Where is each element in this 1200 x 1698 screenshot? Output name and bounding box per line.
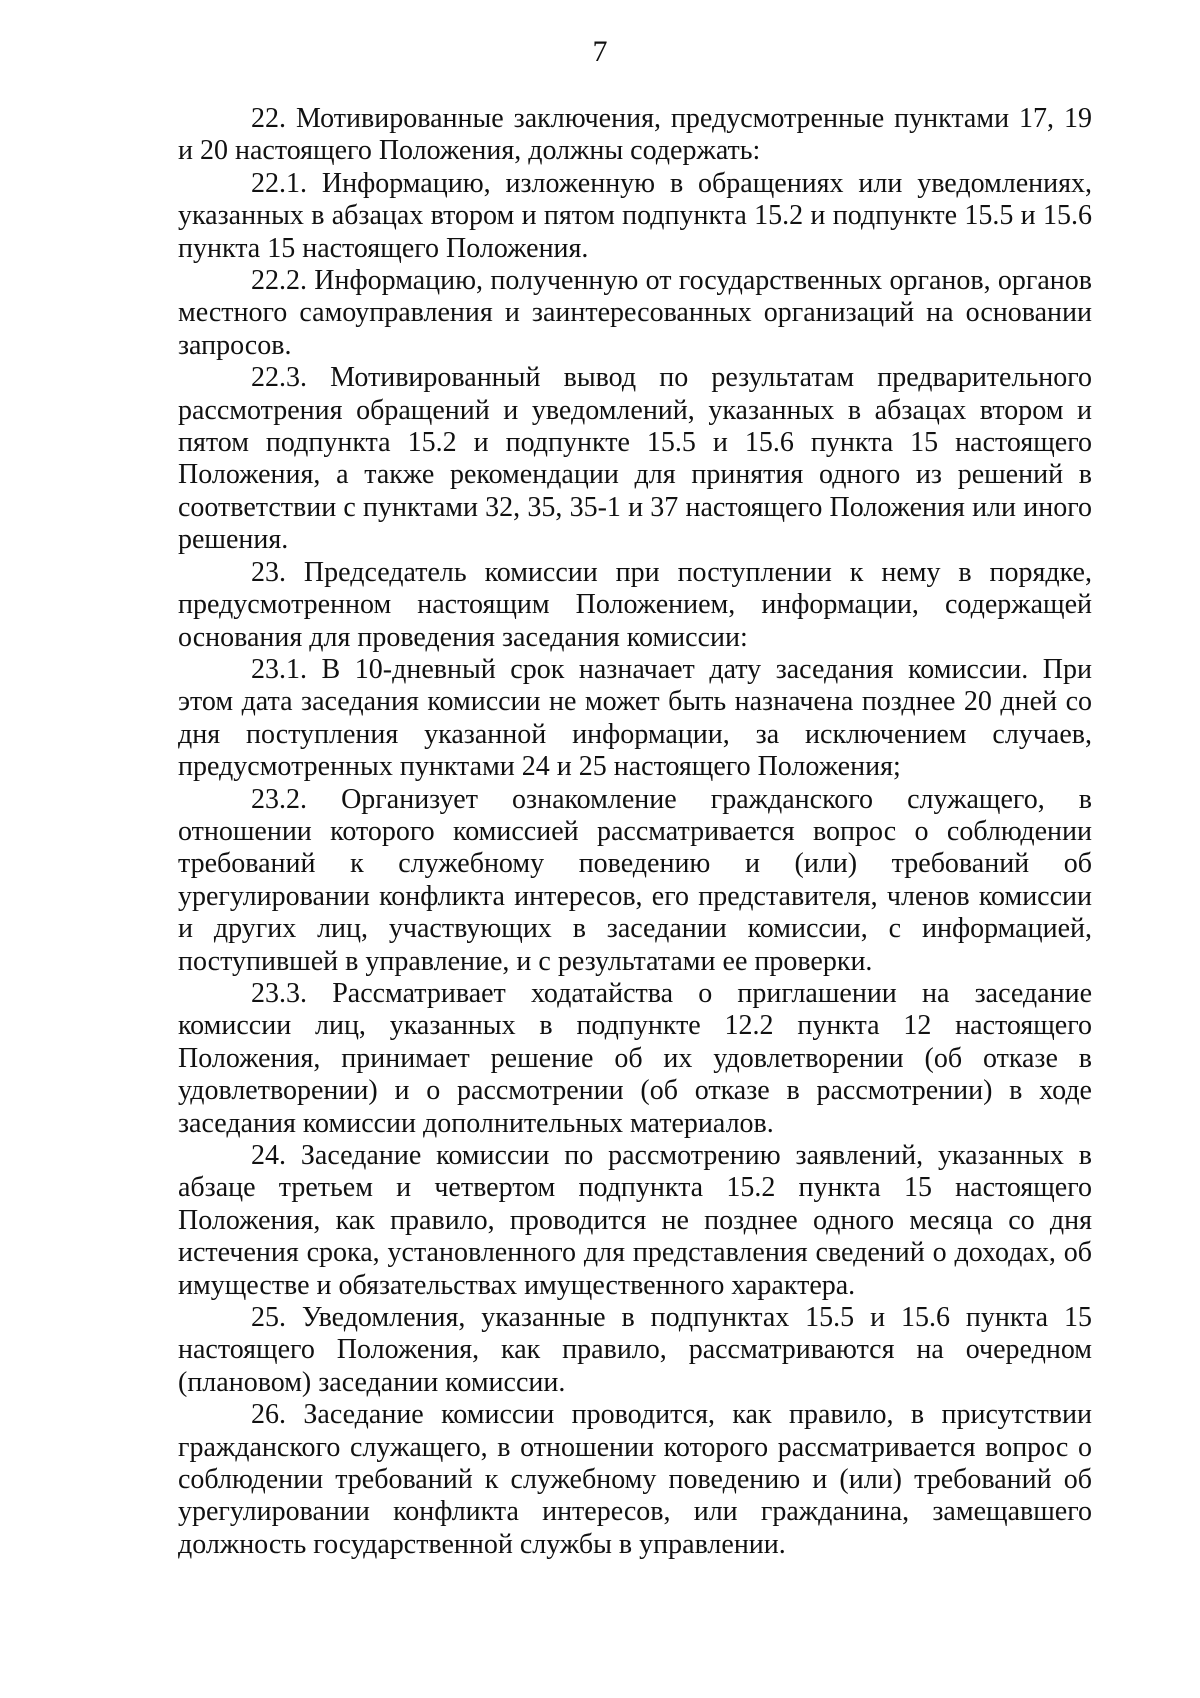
paragraph-23: 23. Председатель комиссии при поступлении к нему в порядке, предусмотренном настоящим Положением, информации, содержащей основания для проведения заседания комиссии: <box>178 556 1092 653</box>
paragraph-22-2: 22.2. Информацию, полученную от государственных органов, органов местного самоуправления и заинтересованных организаций на основании запросов. <box>178 265 1092 361</box>
paragraph-22: 22. Мотивированные заключения, предусмотренные пунктами 17, 19 и 20 настоящего Положения, должны содержать: <box>178 103 1092 167</box>
paragraph-22-3: 22.3. Мотивированный вывод по результатам предварительного рассмотрения обращений и уведомлений, указанных в абзацах втором и пятом подпункта 15.2 и подпункте 15.5 и 15.6 пункта 15 настоящего Положения, а также рекомендации для принятия одного из решений в соответствии с пунктами 32, 35, 35-1 и 37 настоящего Положения или иного решения. <box>178 362 1092 556</box>
paragraph-23-3: 23.3. Рассматривает ходатайства о приглашении на заседание комиссии лиц, указанных в подпункте 12.2 пункта 12 настоящего Положения, принимает решение об их удовлетворении (об отказе в удовлетворении) и о рассмотрении (об отказе в рассмотрении) в ходе заседания комиссии дополнительных материалов. <box>178 977 1092 1139</box>
paragraph-23-2: 23.2. Организует ознакомление гражданского служащего, в отношении которого комиссией рассматривается вопрос о соблюдении требований к служебному поведению и (или) требований об урегулировании конфликта интересов, его представителя, членов комиссии и других лиц, участвующих в заседании комиссии, с информацией, поступившей в управление, и с результатами ее проверки. <box>178 783 1092 977</box>
document-body <box>178 103 1092 1561</box>
page-number: 7 <box>592 35 608 68</box>
paragraph-22-1: 22.1. Информацию, изложенную в обращениях или уведомлениях, указанных в абзацах втором и пятом подпункта 15.2 и подпункте 15.5 и 15.6 пункта 15 настоящего Положения. <box>178 167 1092 264</box>
paragraph-26: 26. Заседание комиссии проводится, как правило, в присутствии гражданского служащего, в отношении которого рассматривается вопрос о соблюдении требований к служебному поведению и (или) требований об урегулировании конфликта интересов, или гражданина, замещавшего должность государственной службы в управлении. <box>178 1399 1092 1560</box>
paragraph-25: 25. Уведомления, указанные в подпунктах 15.5 и 15.6 пункта 15 настоящего Положения, как правило, рассматриваются на очередном (плановом) заседании комиссии. <box>178 1302 1092 1398</box>
paragraph-24: 24. Заседание комиссии по рассмотрению заявлений, указанных в абзаце третьем и четвертом подпункта 15.2 пункта 15 настоящего Положения, как правило, проводится не позднее одного месяца со дня истечения срока, установленного для представления сведений о доходах, об имуществе и обязательствах имущественного характера. <box>178 1140 1092 1301</box>
paragraph-23-1: 23.1. В 10-дневный срок назначает дату заседания комиссии. При этом дата заседания комиссии не может быть назначена позднее 20 дней со дня поступления указанной информации, за исключением случаев, предусмотренных пунктами 24 и 25 настоящего Положения; <box>178 653 1092 783</box>
